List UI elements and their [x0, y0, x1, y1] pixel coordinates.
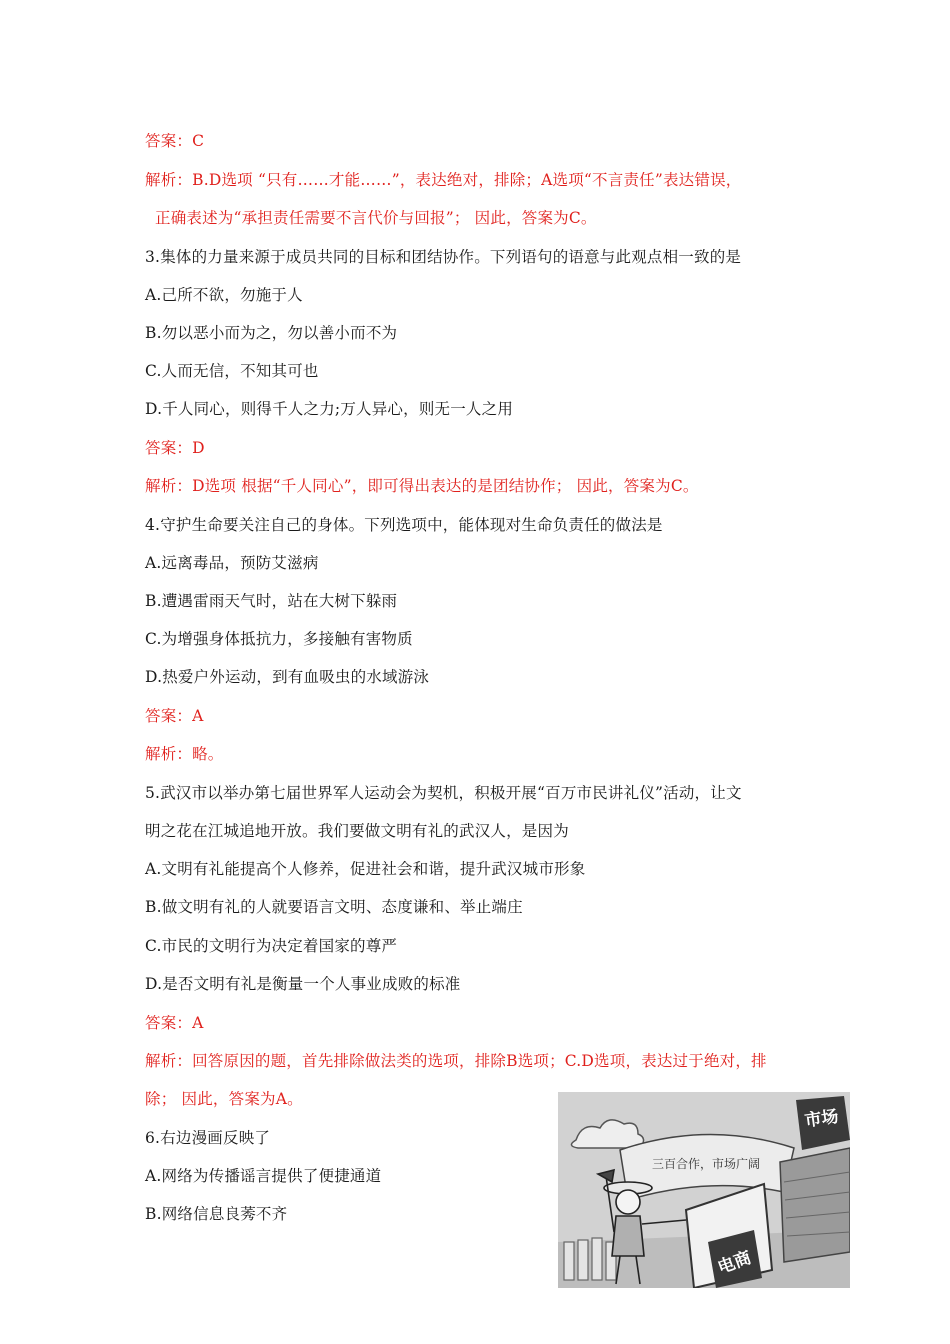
- question-line: 5.武汉市以举办第七届世界军人运动会为契机，积极开展“百万市民讲礼仪”活动，让文: [145, 784, 742, 802]
- sign-text: 三百合作，市场广阔: [651, 1157, 761, 1171]
- question-line: 明之花在江城追地开放。我们要做文明有礼的武汉人，是因为: [145, 822, 569, 840]
- cartoon-illustration: [558, 1092, 850, 1288]
- question-line: A.文明有礼能提高个人修养，促进社会和谐，提升武汉城市形象: [145, 860, 586, 878]
- question-line: C.市民的文明行为决定着国家的尊严: [145, 937, 398, 955]
- answer-line: 答案：C: [145, 132, 205, 150]
- question-line: B.做文明有礼的人就要语言文明、态度谦和、举止端庄: [145, 898, 523, 916]
- answer-line: 解析：B.D选项 “只有……才能……”，表达绝对，排除；A选项“不言责任”表达错误，: [145, 171, 742, 189]
- question-line: B.网络信息良莠不齐: [145, 1205, 288, 1223]
- question-line: D.热爱户外运动，到有血吸虫的水域游泳: [145, 668, 430, 686]
- dianshang-label: 电商: [715, 1247, 755, 1279]
- answer-line: 答案：A: [145, 707, 204, 725]
- answer-line: 除； 因此，答案为A。: [145, 1090, 303, 1108]
- question-line: D.千人同心，则得千人之力;万人异心，则无一人之用: [145, 400, 514, 418]
- question-line: C.为增强身体抵抗力，多接触有害物质: [145, 630, 413, 648]
- question-line: D.是否文明有礼是衡量一个人事业成败的标准: [145, 975, 461, 993]
- question-line: A.网络为传播谣言提供了便捷通道: [145, 1167, 382, 1185]
- question-line: 4.守护生命要关注自己的身体。下列选项中，能体现对生命负责任的做法是: [145, 516, 663, 534]
- answer-line: 解析：回答原因的题，首先排除做法类的选项，排除B选项；C.D选项，表达过于绝对，排: [145, 1052, 767, 1070]
- answer-line: 解析：D选项 根据“千人同心”，即可得出表达的是团结协作； 因此，答案为C。: [145, 477, 699, 495]
- market-building: [780, 1148, 850, 1262]
- question-line: B.勿以恶小而为之，勿以善小而不为: [145, 324, 398, 342]
- answer-line: 正确表述为“承担责任需要不言代价与回报”； 因此，答案为C。: [155, 209, 597, 227]
- shichang-label: 市场: [803, 1106, 840, 1132]
- answer-line: 解析：略。: [145, 745, 224, 763]
- question-line: B.遭遇雷雨天气时，站在大树下躲雨: [145, 592, 398, 610]
- question-line: A.己所不欲，勿施于人: [145, 286, 303, 304]
- answer-line: 答案：D: [145, 439, 205, 457]
- question-line: C.人而无信，不知其可也: [145, 362, 319, 380]
- cartoon-drawing: [558, 1092, 850, 1288]
- question-line: 6.右边漫画反映了: [145, 1129, 271, 1147]
- question-line: A.远离毒品，预防艾滋病: [145, 554, 319, 572]
- answer-line: 答案：A: [145, 1014, 204, 1032]
- question-line: 3.集体的力量来源于成员共同的目标和团结协作。下列语句的语意与此观点相一致的是: [145, 248, 742, 266]
